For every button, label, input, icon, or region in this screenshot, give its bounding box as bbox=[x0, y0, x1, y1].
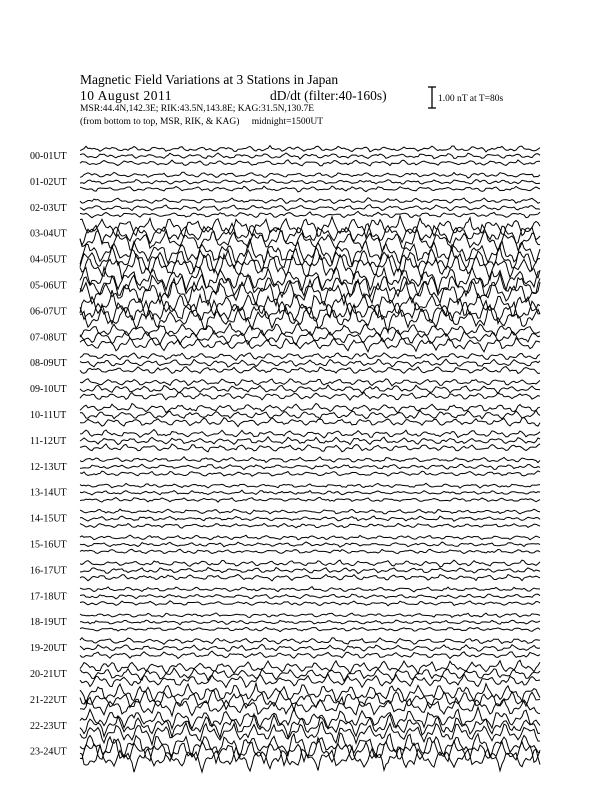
order-note: (from bottom to top, MSR, RIK, & KAG) bbox=[80, 117, 240, 127]
trace-rik-22-23ut bbox=[80, 714, 540, 738]
trace-kag-03-04ut bbox=[80, 216, 540, 238]
trace-rik-13-14ut bbox=[80, 490, 540, 495]
trace-kag-18-19ut bbox=[80, 613, 540, 618]
trace-kag-01-02ut bbox=[80, 172, 540, 178]
trace-rik-19-20ut bbox=[80, 644, 540, 651]
hour-label: 12-13UT bbox=[30, 461, 67, 473]
hour-label: 04-05UT bbox=[30, 254, 67, 266]
hour-label: 05-06UT bbox=[30, 280, 67, 292]
trace-msr-20-21ut bbox=[80, 674, 540, 688]
chart-date: 10 August 2011 bbox=[80, 88, 173, 103]
hour-label: 13-14UT bbox=[30, 487, 67, 499]
hour-label: 06-07UT bbox=[30, 306, 67, 318]
trace-kag-10-11ut bbox=[80, 403, 540, 413]
scale-bar bbox=[428, 87, 436, 108]
scale-label: 1.00 nT at T=80s bbox=[438, 94, 504, 104]
trace-kag-11-12ut bbox=[80, 430, 540, 438]
trace-kag-19-20ut bbox=[80, 638, 540, 645]
trace-kag-13-14ut bbox=[80, 483, 540, 488]
hour-label: 23-24UT bbox=[30, 746, 67, 758]
trace-rik-18-19ut bbox=[80, 620, 540, 625]
chart-mode: dD/dt (filter:40-160s) bbox=[270, 88, 387, 103]
hour-label: 02-03UT bbox=[30, 202, 67, 214]
trace-kag-07-08ut bbox=[80, 323, 540, 337]
trace-rik-14-15ut bbox=[80, 516, 540, 521]
hour-label: 09-10UT bbox=[30, 384, 67, 396]
trace-kag-15-16ut bbox=[80, 535, 540, 540]
trace-rik-09-10ut bbox=[80, 385, 540, 394]
hour-label: 22-23UT bbox=[30, 720, 67, 732]
hour-label: 16-17UT bbox=[30, 565, 67, 577]
trace-msr-08-09ut bbox=[80, 366, 540, 373]
hour-label: 15-16UT bbox=[30, 539, 67, 551]
trace-msr-14-15ut bbox=[80, 523, 540, 528]
trace-msr-13-14ut bbox=[80, 497, 540, 502]
trace-msr-12-13ut bbox=[80, 471, 540, 476]
trace-msr-16-17ut bbox=[80, 575, 540, 581]
trace-msr-18-19ut bbox=[80, 627, 540, 632]
hour-label: 08-09UT bbox=[30, 358, 67, 370]
midnight-note: midnight=1500UT bbox=[251, 117, 324, 127]
trace-msr-07-08ut bbox=[80, 338, 540, 352]
trace-msr-17-18ut bbox=[80, 601, 540, 606]
trace-kag-02-03ut bbox=[80, 198, 540, 204]
hour-label: 10-11UT bbox=[30, 410, 67, 421]
trace-rik-16-17ut bbox=[80, 568, 540, 574]
hour-label: 11-12UT bbox=[30, 435, 67, 447]
trace-rik-17-18ut bbox=[80, 594, 540, 599]
trace-rik-11-12ut bbox=[80, 437, 540, 445]
hour-label: 18-19UT bbox=[30, 617, 67, 629]
trace-kag-12-13ut bbox=[80, 457, 540, 463]
trace-rik-12-13ut bbox=[80, 464, 540, 469]
hour-label: 17-18UT bbox=[30, 591, 67, 603]
hour-label: 00-01UT bbox=[30, 151, 67, 162]
station-coordinates: MSR:44.4N,142.3E; RIK:43.5N,143.8E; KAG:31.5N,130.7E bbox=[80, 104, 315, 114]
trace-msr-11-12ut bbox=[80, 444, 540, 452]
trace-kag-17-18ut bbox=[80, 587, 540, 592]
trace-rik-15-16ut bbox=[80, 542, 540, 547]
trace-msr-15-16ut bbox=[80, 549, 540, 553]
trace-msr-09-10ut bbox=[80, 392, 540, 400]
trace-rik-01-02ut bbox=[80, 180, 540, 185]
trace-msr-00-01ut bbox=[80, 160, 540, 166]
trace-rik-03-04ut bbox=[80, 223, 540, 245]
trace-rik-08-09ut bbox=[80, 359, 540, 367]
trace-rik-02-03ut bbox=[80, 205, 540, 211]
trace-rik-00-01ut bbox=[80, 153, 540, 159]
trace-msr-10-11ut bbox=[80, 417, 540, 426]
hour-label: 03-04UT bbox=[30, 228, 67, 240]
trace-msr-02-03ut bbox=[80, 211, 540, 217]
trace-msr-01-02ut bbox=[80, 186, 540, 192]
hour-label: 14-15UT bbox=[30, 513, 67, 525]
trace-kag-16-17ut bbox=[80, 560, 540, 567]
trace-kag-00-01ut bbox=[80, 146, 540, 152]
hour-label: 01-02UT bbox=[30, 176, 67, 188]
chart-title: Magnetic Field Variations at 3 Stations in Japan bbox=[80, 72, 339, 87]
trace-kag-14-15ut bbox=[80, 509, 540, 514]
trace-kag-08-09ut bbox=[80, 353, 540, 360]
trace-msr-19-20ut bbox=[80, 651, 540, 659]
trace-rik-21-22ut bbox=[80, 691, 540, 711]
trace-rik-10-11ut bbox=[80, 410, 540, 419]
hour-label: 20-21UT bbox=[30, 669, 67, 680]
hour-label: 07-08UT bbox=[30, 332, 67, 344]
trace-kag-09-10ut bbox=[80, 379, 540, 386]
hour-label: 19-20UT bbox=[30, 643, 67, 655]
hour-label: 21-22UT bbox=[30, 694, 67, 706]
